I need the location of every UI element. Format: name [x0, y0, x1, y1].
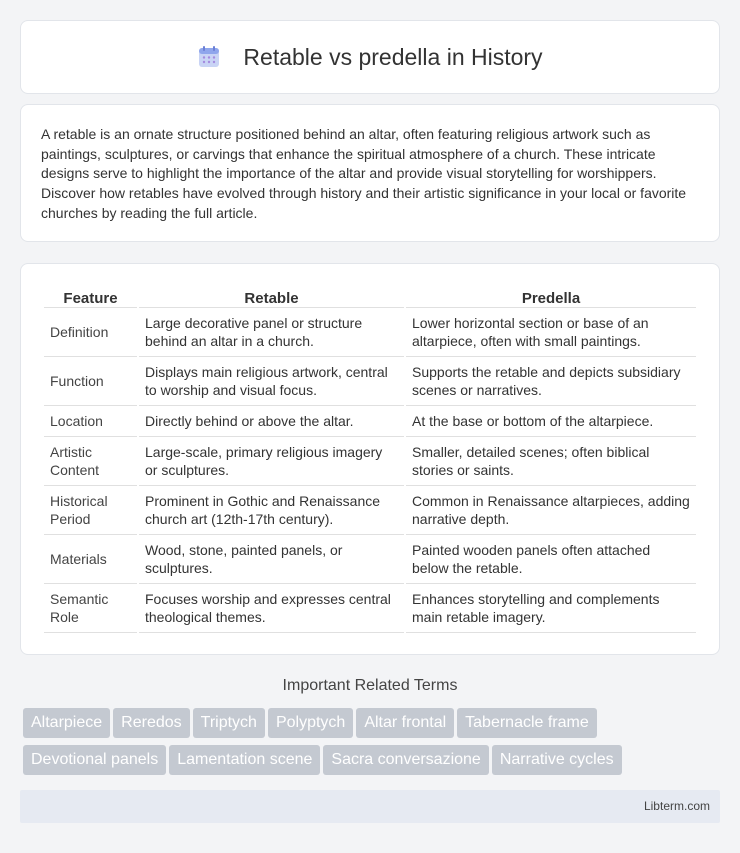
row-retable: Displays main religious artwork, central to worship and visual focus. — [139, 357, 404, 406]
tag-altar-frontal[interactable]: Altar frontal — [356, 708, 454, 738]
table-row — [44, 584, 696, 633]
row-retable: Directly behind or above the altar. — [139, 406, 404, 437]
row-feature: Location — [44, 406, 137, 437]
related-terms-list — [23, 708, 723, 782]
row-feature: Materials — [44, 535, 137, 584]
table-row — [44, 535, 696, 584]
related-terms-title: Important Related Terms — [282, 677, 458, 694]
row-predella: Lower horizontal section or base of an altarpiece, often with small paintings. — [406, 308, 696, 357]
comparison-table-card — [20, 263, 720, 655]
tag-sacra-conversazione[interactable]: Sacra conversazione — [323, 745, 488, 775]
row-predella: At the base or bottom of the altarpiece. — [406, 406, 696, 437]
table-row — [44, 406, 696, 437]
row-feature: Semantic Role — [44, 584, 137, 633]
tag-narrative-cycles[interactable]: Narrative cycles — [492, 745, 622, 775]
row-feature: Artistic Content — [44, 437, 137, 486]
table-header-row — [44, 284, 696, 308]
page-title: Retable vs predella in History — [243, 43, 543, 70]
row-retable: Large-scale, primary religious imagery or sculptures. — [139, 437, 404, 486]
table-row — [44, 308, 696, 357]
intro-text: A retable is an ornate structure positioned behind an altar, often featuring religious artwork such as paintings, sculptures, or carvings that enhance the spiritual atmosphere of a church. These intricate designs serve to highlight the importance of the altar and provide visual storytelling for worshippers. Discover how retables have evolved through history and their artistic significance in your local or favorite churches by reading the full article. — [41, 126, 687, 221]
tag-triptych[interactable]: Triptych — [193, 708, 265, 738]
header-retable: Retable — [139, 284, 404, 308]
row-predella: Smaller, detailed scenes; often biblical stories or saints. — [406, 437, 696, 486]
comparison-table — [42, 284, 698, 633]
table-row — [44, 437, 696, 486]
tag-lamentation-scene[interactable]: Lamentation scene — [169, 745, 320, 775]
header-feature: Feature — [44, 284, 137, 308]
tag-reredos[interactable]: Reredos — [113, 708, 189, 738]
calendar-icon — [197, 45, 221, 69]
row-retable: Wood, stone, painted panels, or sculptures. — [139, 535, 404, 584]
intro-card — [20, 104, 720, 242]
tag-altarpiece[interactable]: Altarpiece — [23, 708, 110, 738]
row-predella: Supports the retable and depicts subsidiary scenes or narratives. — [406, 357, 696, 406]
footer — [20, 790, 720, 823]
title-card — [20, 20, 720, 94]
tag-devotional-panels[interactable]: Devotional panels — [23, 745, 166, 775]
row-predella: Enhances storytelling and complements main retable imagery. — [406, 584, 696, 633]
row-retable: Focuses worship and expresses central theological themes. — [139, 584, 404, 633]
tag-tabernacle-frame[interactable]: Tabernacle frame — [457, 708, 597, 738]
row-predella: Common in Renaissance altarpieces, adding narrative depth. — [406, 486, 696, 535]
header-predella: Predella — [406, 284, 696, 308]
row-retable: Prominent in Gothic and Renaissance church art (12th-17th century). — [139, 486, 404, 535]
table-row — [44, 486, 696, 535]
row-feature: Definition — [44, 308, 137, 357]
row-feature: Historical Period — [44, 486, 137, 535]
footer-site-link[interactable]: Libterm.com — [643, 799, 710, 813]
row-retable: Large decorative panel or structure behind an altar in a church. — [139, 308, 404, 357]
table-row — [44, 357, 696, 406]
row-feature: Function — [44, 357, 137, 406]
row-predella: Painted wooden panels often attached below the retable. — [406, 535, 696, 584]
tag-polyptych[interactable]: Polyptych — [268, 708, 353, 738]
